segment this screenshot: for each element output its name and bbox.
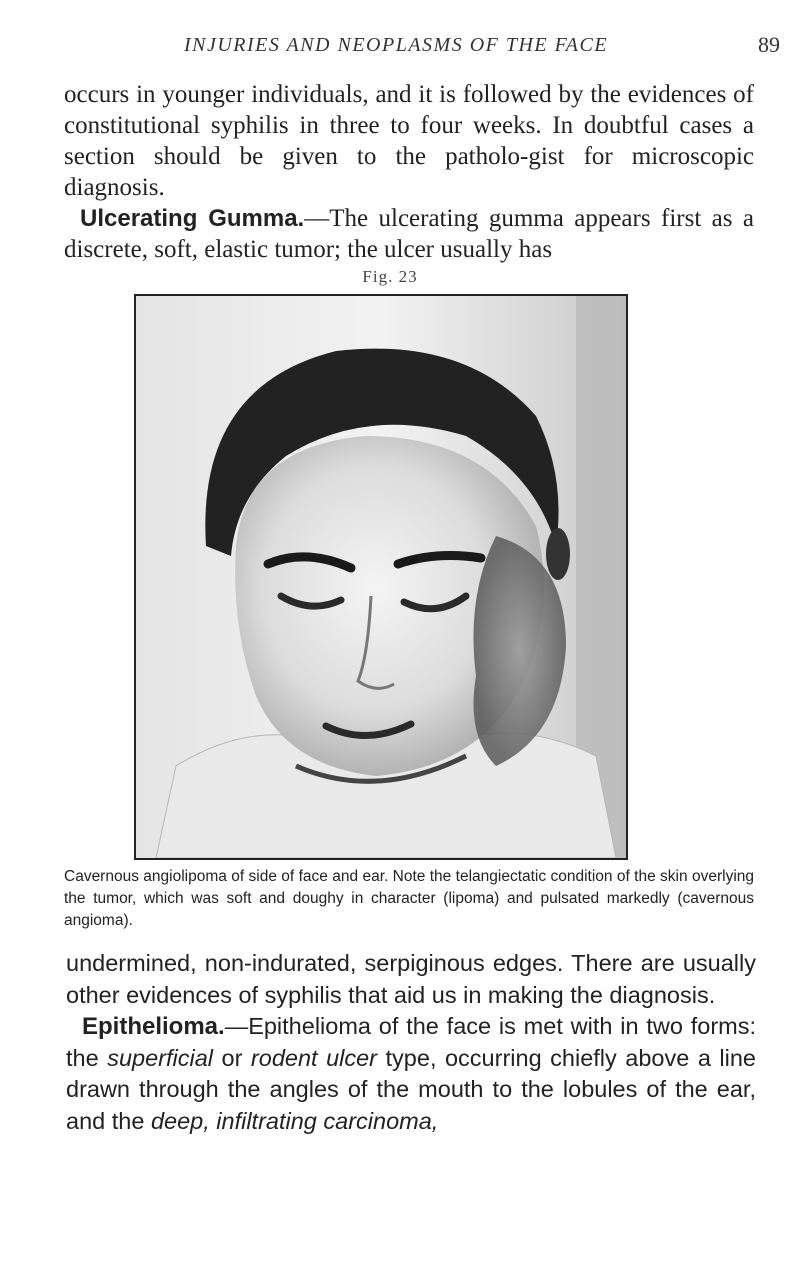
paragraph-bottom-text-4: type, occurring chiefly above a line drawn through the angles of the mouth to the lobules of the ear, and the bbox=[66, 1044, 756, 1134]
emphasis-rodent-ulcer: rodent ulcer bbox=[250, 1044, 378, 1071]
paragraph-top bbox=[64, 79, 754, 265]
paragraph-bottom-text-3: or bbox=[212, 1044, 251, 1071]
paragraph-top-text-1: occurs in younger individuals, and it is followed by the evidences of constitutional syphilis in three to four weeks. In doubtful cases a section should be given to the patholo-gist for microscopic diagnosis. bbox=[64, 81, 754, 201]
running-head: INJURIES AND NEOPLASMS OF THE FACE bbox=[183, 34, 609, 56]
page-number: 89 bbox=[758, 32, 780, 57]
heading-epithelioma: Epithelioma. bbox=[82, 1013, 225, 1040]
figure-label: Fig. 23 bbox=[362, 267, 418, 286]
figure-photograph bbox=[134, 294, 628, 860]
paragraph-bottom bbox=[66, 948, 756, 1137]
paragraph-bottom-text-2: —Epithelioma of the face is met with in two forms: the bbox=[66, 1013, 756, 1071]
figure-caption: Cavernous angiolipoma of side of face and ear. Note the telangiectatic condition of the skin overlying the tumor, which was soft and doughy in character (lipoma) and pulsated markedly (cavernous angioma). bbox=[64, 868, 754, 929]
emphasis-superficial: superficial bbox=[107, 1044, 213, 1071]
heading-ulcerating-gumma: Ulcerating Gumma. bbox=[80, 205, 305, 232]
paragraph-bottom-text-1: undermined, non-indurated, serpiginous edges. There are usually other evidences of syphilis that aid us in making the diagnosis. bbox=[66, 950, 756, 1008]
paragraph-top-text-2: —The ulcerating gumma appears first as a discrete, soft, elastic tumor; the ulcer usually has bbox=[64, 205, 754, 263]
patient-photo-illustration bbox=[136, 296, 626, 858]
emphasis-deep-infiltrating-carcinoma: deep, infiltrating carcinoma, bbox=[150, 1107, 439, 1134]
